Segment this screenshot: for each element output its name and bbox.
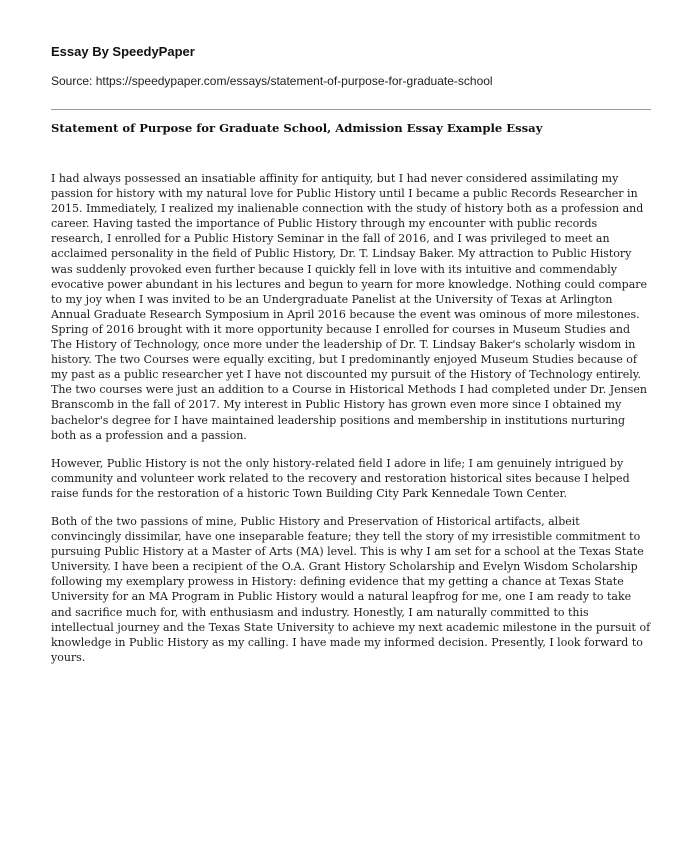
- essay-title: Statement of Purpose for Graduate School, Admission Essay Example Essay: [51, 121, 543, 135]
- header-divider: [51, 109, 651, 110]
- source-url: https://speedypaper.com/essays/statement-of-purpose-for-graduate-school: [95, 74, 493, 88]
- essay-paragraph-1: I had always possessed an insatiable affinity for antiquity, but I had never considered assimilating my passion for history with my natural love for Public History until I became a public Records Researcher in 2015. Immediately, I realized my inalienable connection with the study of history both as a profession and career. Having tasted the importance of Public History through my encounter with public records research, I enrolled for a Public History Seminar in the fall of 2016, and I was privileged to meet an acclaimed personality in the field of Public History, Dr. T. Lindsay Baker. My attraction to Public History was suddenly provoked even further because I quickly fell in love with its intuitive and commendably evocative power abundant in his lectures and begun to yearn for more knowledge. Nothing could compare to my joy when I was invited to be an Undergraduate Panelist at the University of Texas at Arlington Annual Graduate Research Symposium in April 2016 because the event was ominous of more milestones. Spring of 2016 brought with it more opportunity because I enrolled for courses in Museum Studies and The History of Technology, once more under the leadership of Dr. T. Lindsay Baker's scholarly wisdom in history. The two Courses were equally exciting, but I predominantly enjoyed Museum Studies because of my past as a public researcher yet I have not discounted my pursuit of the History of Technology entirely. The two courses were just an addition to a Course in Historical Methods I had completed under Dr. Jensen Branscomb in the fall of 2017. My interest in Public History has grown even more since I obtained my bachelor's degree for I have maintained leadership positions and membership in institutions nurturing both as a profession and a passion.: [51, 172, 648, 442]
- essay-body: [51, 171, 651, 678]
- essay-paragraph-3: Both of the two passions of mine, Public History and Preservation of Historical artifacts, albeit convincingly dissimilar, have one inseparable feature; they tell the story of my irresistible commitment to pursuing Public History at a Master of Arts (MA) level. This is why I am set for a school at the Texas State University. I have been a recipient of the O.A. Grant History Scholarship and Evelyn Wisdom Scholarship following my exemplary prowess in History: defining evidence that my getting a chance at Texas State University for an MA Program in Public History would a natural leapfrog for me, one I am ready to take and sacrifice much for, with enthusiasm and industry. Honestly, I am naturally committed to this intellectual journey and the Texas State University to achieve my next academic milestone in the pursuit of knowledge in Public History as my calling. I have made my informed decision. Presently, I look forward to yours.: [51, 514, 651, 664]
- essay-paragraph-2: However, Public History is not the only history-related field I adore in life; I am genuinely intrigued by community and volunteer work related to the recovery and restoration historical sites because I helped raise funds for the restoration of a historic Town Building City Park Kennedale Town Center.: [51, 456, 630, 500]
- site-header-title: Essay By SpeedyPaper: [51, 44, 195, 59]
- source-line: [51, 74, 493, 88]
- source-label: Source:: [51, 74, 96, 88]
